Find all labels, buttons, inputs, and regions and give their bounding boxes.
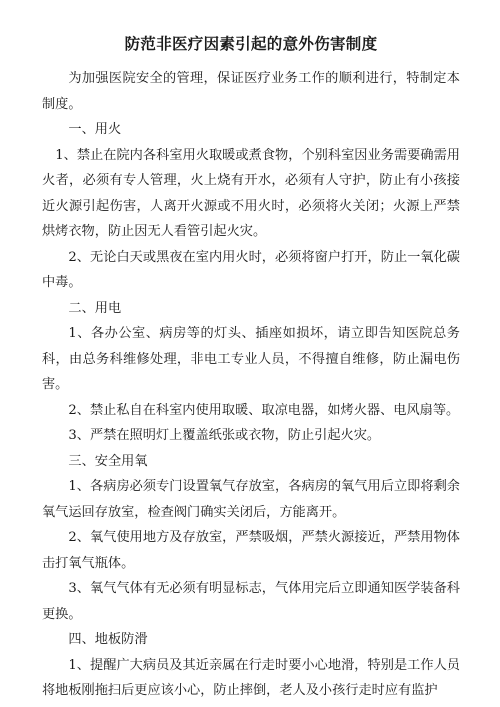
oxygen-item-1: 1、各病房必须专门设置氧气存放室，各病房的氧气用后立即将剩余氧气运回存放室，检查阀门确实关闭后，方能离开。 xyxy=(42,479,460,520)
electricity-item-2: 2、禁止私自在科室内使用取暖、取凉电器，如烤火器、电风扇等。 xyxy=(68,402,460,418)
intro-paragraph: 为加强医院安全的管理，保证医疗业务工作的顺利进行，特制定本制度。 xyxy=(42,71,460,112)
section-heading-electricity: 二、用电 xyxy=(68,300,122,316)
fire-item-2: 2、无论白天或黑夜在室内用火时，必须将窗户打开，防止一氧化碳中毒。 xyxy=(42,249,460,290)
oxygen-item-2: 2、氧气使用地方及存放室，严禁吸烟，严禁火源接近，严禁用物体击打氧气瓶体。 xyxy=(42,530,460,571)
fire-item-1: 1、禁止在院内各科室用火取暖或煮食物，个别科室因业务需要确需用火者，必须有专人管理，火上烧有开水，必须有人守护，防止有小孩接近火源引起伤害，人离开火源或不用火时，必须将火关闭；火源上严禁烘烤衣物，防止因无人看管引起火灾。 xyxy=(42,147,460,239)
section-heading-fire: 一、用火 xyxy=(68,122,122,137)
electricity-item-1: 1、各办公室、病房等的灯头、插座如损坏，请立即告知医院总务科，由总务科维修处理，非电工专业人员，不得擅自维修，防止漏电伤害。 xyxy=(42,326,460,392)
section-heading-oxygen: 三、安全用氧 xyxy=(68,453,148,469)
oxygen-item-3: 3、氧气气体有无必须有明显标志，气体用完后立即通知医学装备科更换。 xyxy=(42,581,460,622)
electricity-item-3: 3、严禁在照明灯上覆盖纸张或衣物，防止引起火灾。 xyxy=(68,428,381,443)
section-heading-floor: 四、地板防滑 xyxy=(68,632,148,647)
floor-item-1: 1、提醒广大病员及其近亲属在行走时要小心地滑，特别是工作人员将地板刚拖扫后更应该小心，防止摔倒，老人及小孩行走时应有监护 xyxy=(42,657,460,698)
document-title: 防范非医疗因素引起的意外伤害制度 xyxy=(124,34,378,53)
